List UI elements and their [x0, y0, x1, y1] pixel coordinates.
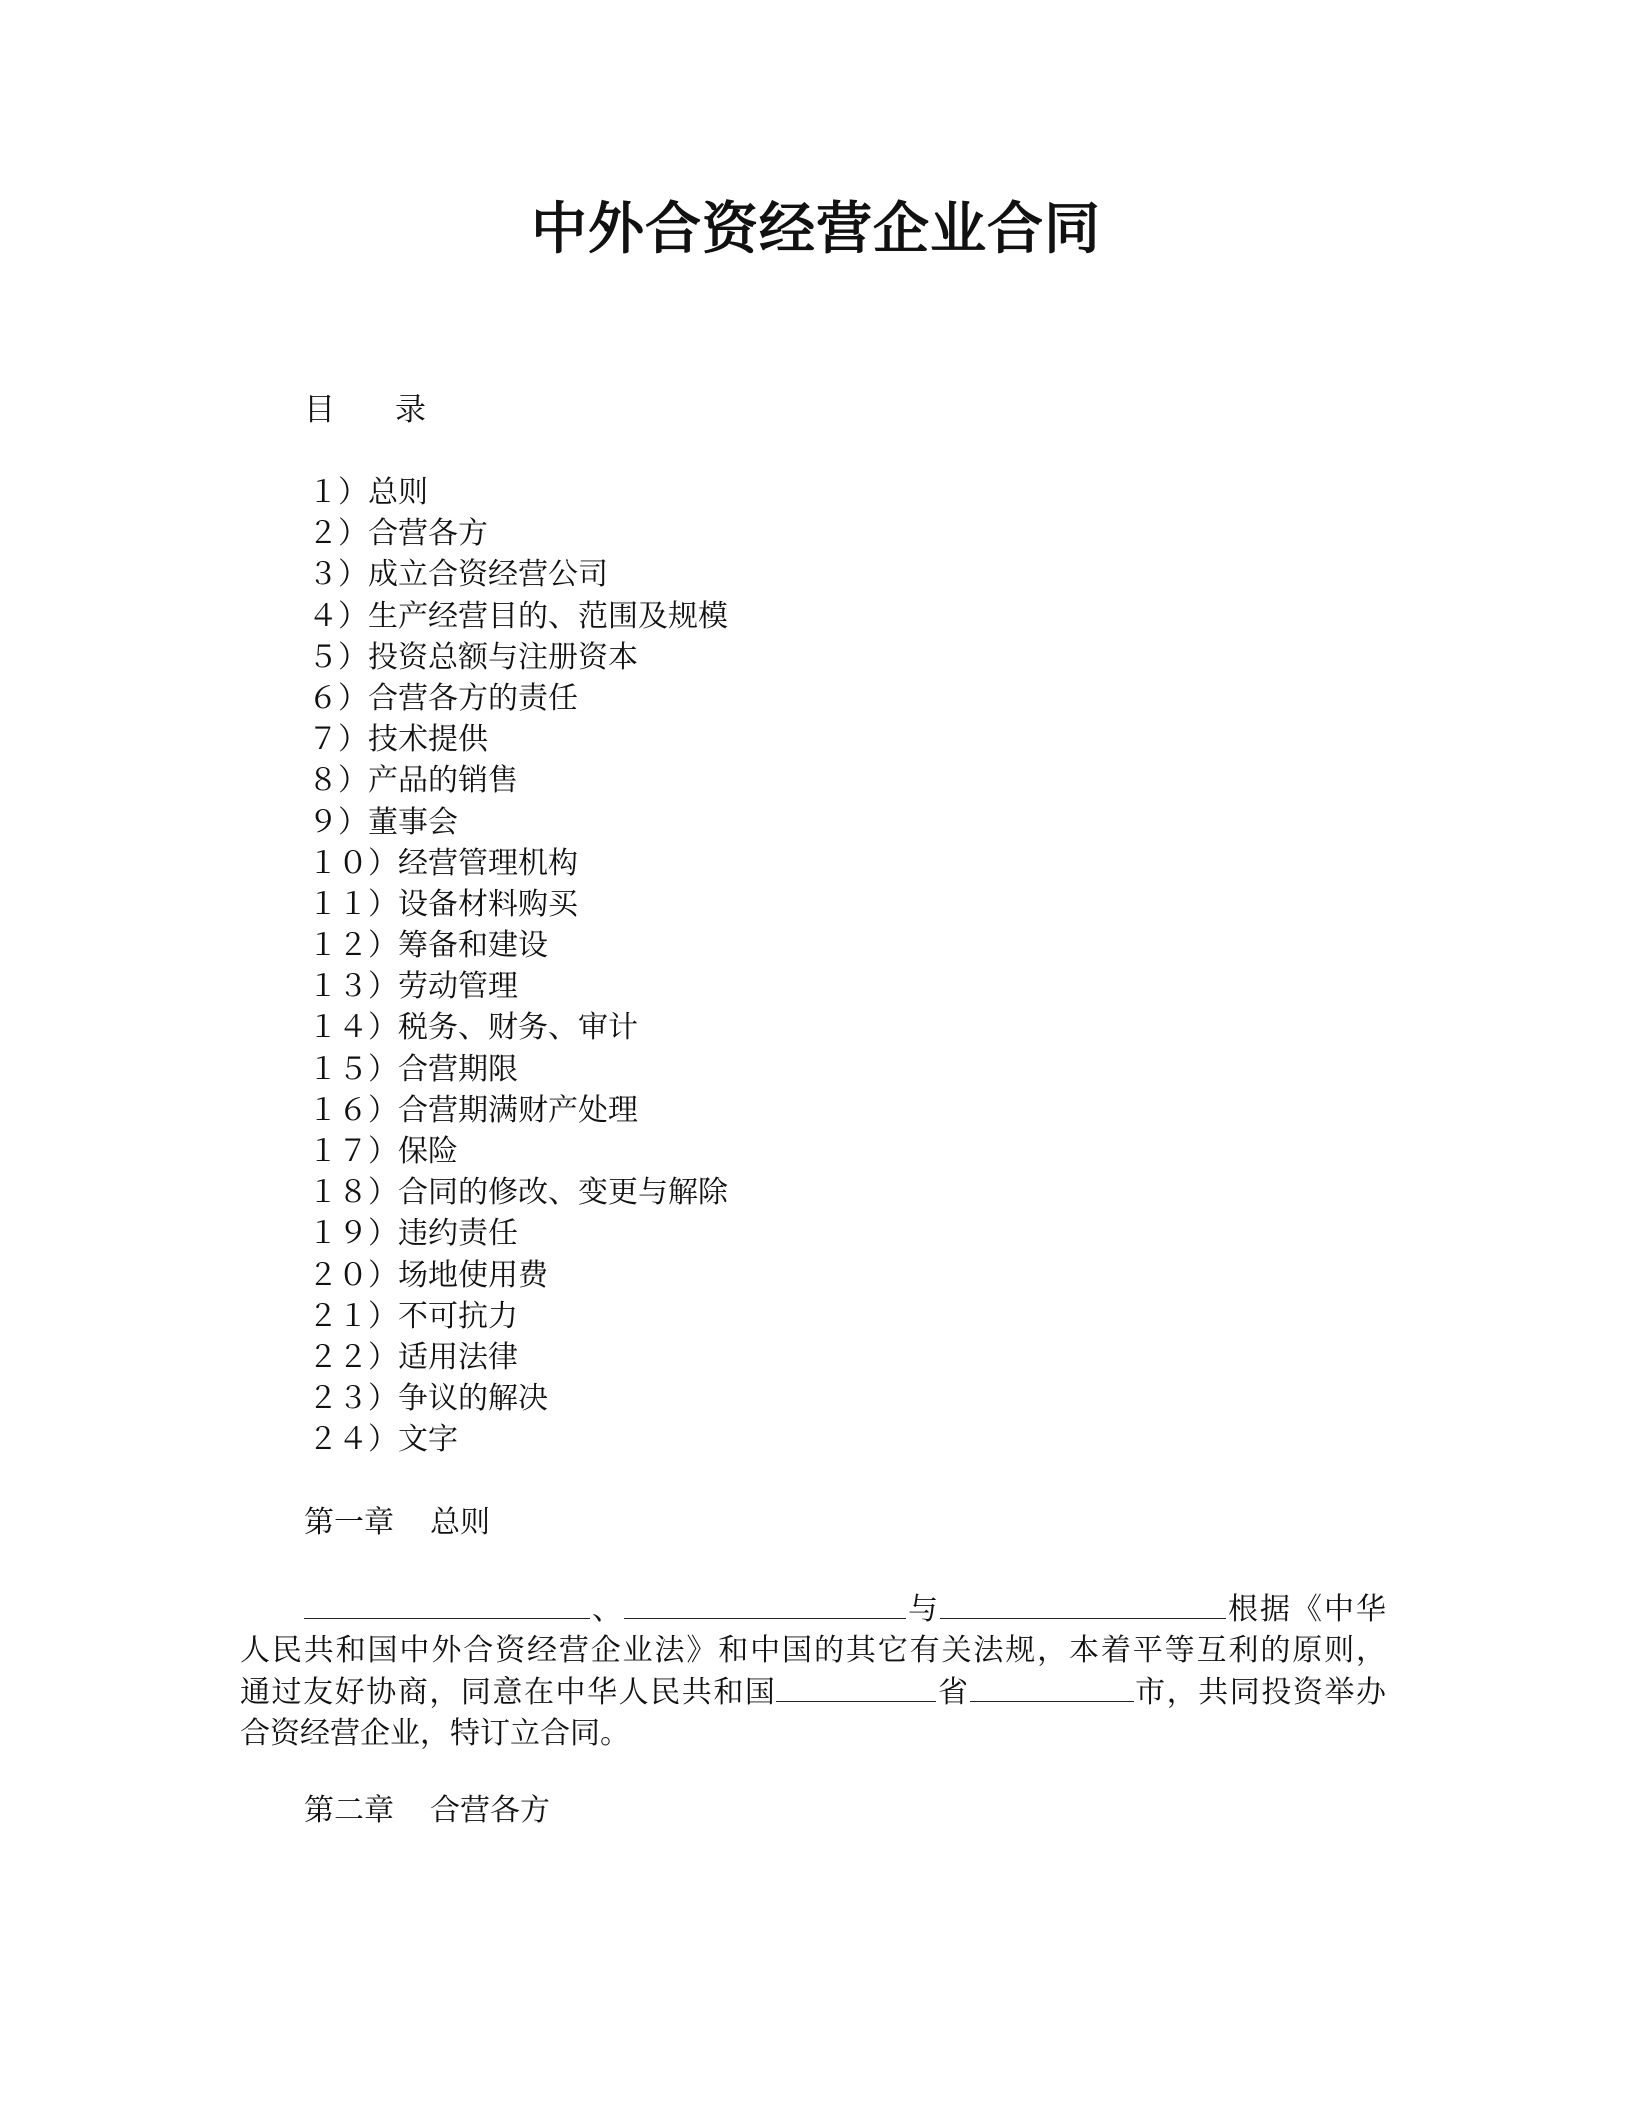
- province-blank[interactable]: [776, 1671, 936, 1702]
- party-b-blank[interactable]: [624, 1588, 906, 1619]
- toc-item: ２２）适用法律: [308, 1339, 518, 1375]
- party-a-blank[interactable]: [304, 1588, 590, 1619]
- toc-item: ８）产品的销售: [308, 763, 518, 799]
- toc-item: ２０）场地使用费: [308, 1257, 548, 1293]
- chapter-number: 第二章: [304, 1793, 394, 1828]
- toc-item: １）总则: [308, 475, 428, 510]
- party-c-blank[interactable]: [940, 1588, 1226, 1619]
- separator: 与: [906, 1592, 940, 1627]
- document-title: 中外合资经营企业合同: [531, 197, 1101, 262]
- table-of-contents: [308, 472, 728, 1461]
- chapter-name: 合营各方: [430, 1793, 550, 1828]
- paragraph-line: [240, 1671, 1386, 1713]
- toc-heading-part2: 录: [395, 392, 426, 428]
- toc-item: １１）设备材料购买: [308, 886, 578, 922]
- toc-item: １９）违约责任: [308, 1216, 518, 1252]
- toc-item: ５）投资总额与注册资本: [308, 639, 638, 675]
- toc-item: ２３）争议的解决: [308, 1381, 548, 1417]
- toc-item: １０）经营管理机构: [308, 845, 578, 881]
- toc-item: ６）合营各方的责任: [308, 680, 578, 716]
- chapter-2-heading: [304, 1790, 550, 1832]
- toc-item: ４）生产经营目的、范围及规模: [308, 598, 728, 634]
- toc-item: ２１）不可抗力: [308, 1298, 518, 1334]
- toc-item: １８）合同的修改、变更与解除: [308, 1175, 728, 1211]
- line-text: 市，共同投资举办: [1133, 1675, 1387, 1710]
- toc-item: ２４）文字: [308, 1422, 458, 1458]
- toc-item: ９）董事会: [308, 804, 458, 840]
- line-text: 根据《中华: [1226, 1592, 1386, 1627]
- toc-item: １７）保险: [308, 1134, 458, 1169]
- toc-heading-part1: 目: [304, 392, 335, 428]
- toc-item: １５）合营期限: [308, 1051, 518, 1087]
- toc-item: １３）劳动管理: [308, 969, 518, 1005]
- toc-item: １６）合营期满财产处理: [308, 1092, 638, 1128]
- separator: 、: [590, 1592, 624, 1627]
- toc-heading: [304, 388, 426, 432]
- toc-item: １４）税务、财务、审计: [308, 1010, 638, 1046]
- toc-item: １２）筹备和建设: [308, 928, 548, 964]
- chapter-1-paragraph: [240, 1588, 1386, 1754]
- chapter-name: 总则: [430, 1505, 490, 1540]
- toc-item: ７）技术提供: [308, 722, 488, 758]
- chapter-1-heading: [304, 1502, 490, 1544]
- city-blank[interactable]: [970, 1671, 1134, 1702]
- toc-item: ３）成立合资经营公司: [308, 557, 608, 593]
- line-text: 省: [936, 1675, 970, 1710]
- chapter-number: 第一章: [304, 1505, 394, 1540]
- paragraph-line: 人民共和国中外合资经营企业法》和中国的其它有关法规，本着平等互利的原则，: [240, 1632, 1386, 1668]
- paragraph-line: [240, 1588, 1386, 1630]
- paragraph-line: 合资经营企业，特订立合同。: [240, 1715, 630, 1751]
- toc-item: ２）合营各方: [308, 516, 488, 552]
- line-text: 通过友好协商，同意在中华人民共和国: [240, 1675, 777, 1710]
